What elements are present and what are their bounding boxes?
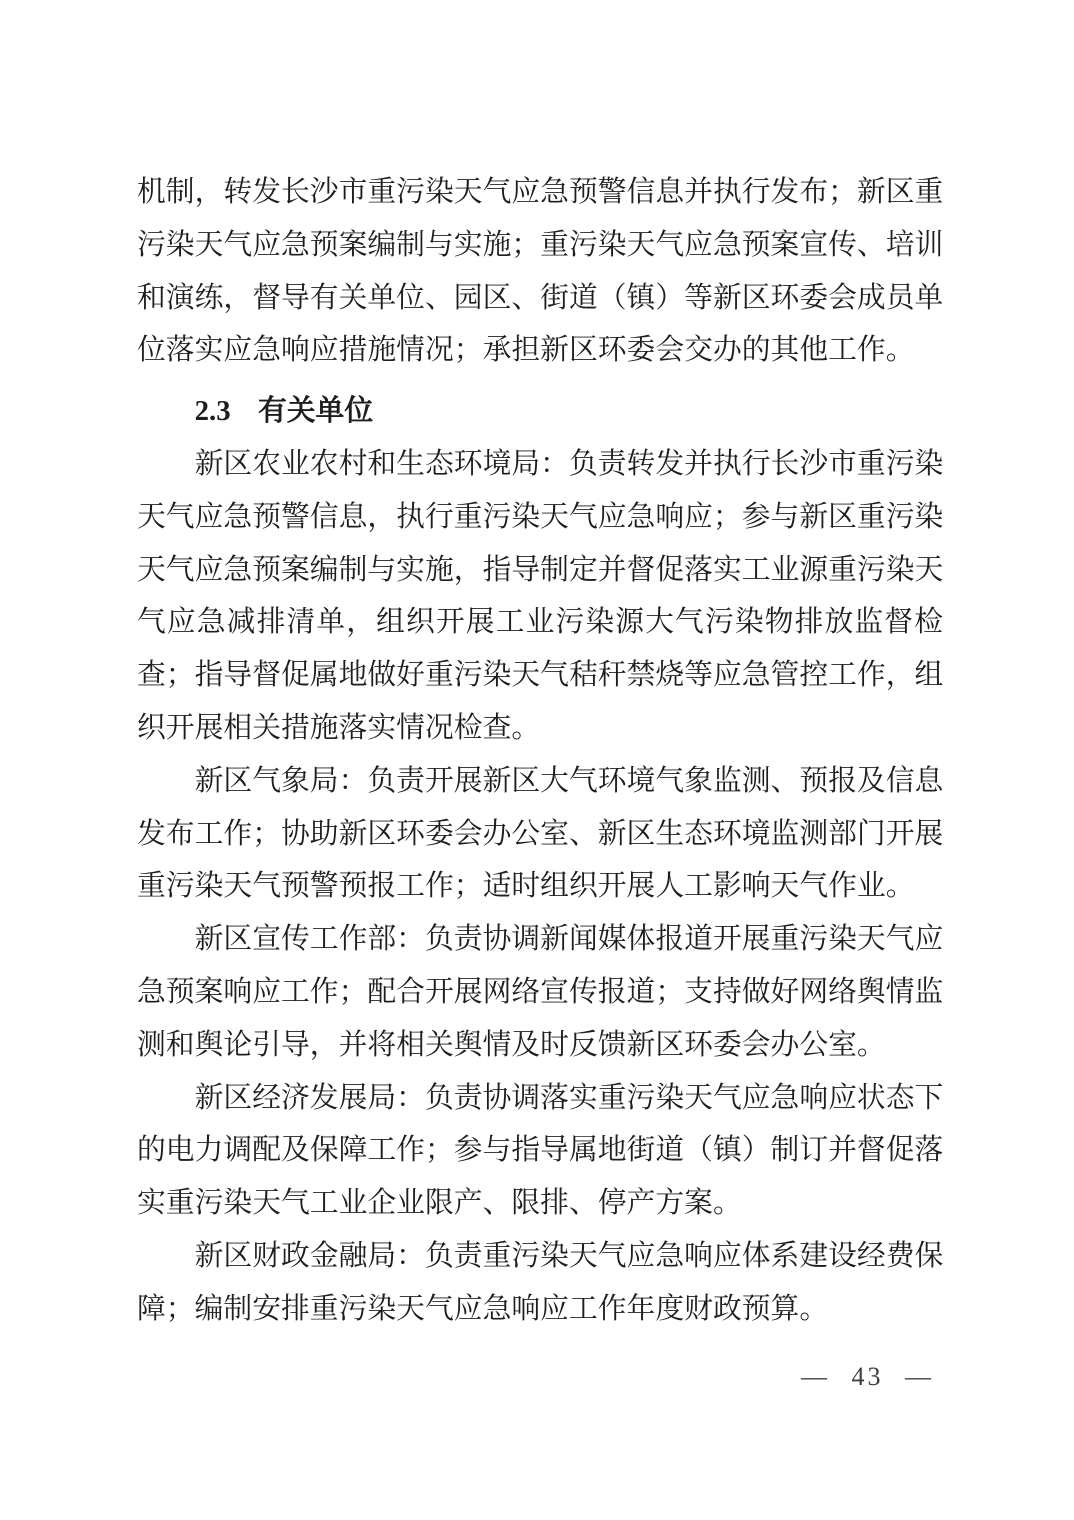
- section-title: 有关单位: [257, 395, 374, 428]
- text-line: 新区宣传工作部：负责协调新闻媒体报道开展重污染天气应: [194, 923, 944, 956]
- paragraph-economic-development-bureau: [137, 1072, 943, 1230]
- text-line: 新区农业农村和生态环境局：负责转发并执行长沙市重污染: [194, 447, 944, 480]
- text-line: 新区经济发展局：负责协调落实重污染天气应急响应状态下: [194, 1081, 944, 1114]
- paragraph-duties-continued: [137, 166, 943, 377]
- text-line: 污染天气应急预案编制与实施；重污染天气应急预案宣传、培训: [137, 228, 944, 261]
- paragraph-agriculture-environment-bureau: [137, 438, 943, 755]
- text-line: 新区财政金融局：负责重污染天气应急响应体系建设经费保: [194, 1239, 944, 1272]
- text-line: 的电力调配及保障工作；参与指导属地街道（镇）制订并督促落: [137, 1134, 944, 1167]
- text-line: 天气应急预案编制与实施，指导制定并督促落实工业源重污染天: [137, 553, 944, 586]
- text-line: 急预案响应工作；配合开展网络宣传报道；支持做好网络舆情监: [137, 975, 944, 1008]
- section-number: 2.3: [194, 395, 231, 428]
- text-line: 位落实应急响应措施情况；承担新区环委会交办的其他工作。: [137, 334, 915, 367]
- paragraph-finance-bureau: [137, 1230, 943, 1336]
- text-line: 织开展相关措施落实情况检查。: [137, 711, 541, 744]
- text-line: 和演练，督导有关单位、园区、街道（镇）等新区环委会成员单: [137, 281, 944, 314]
- section-heading: [137, 385, 943, 438]
- text-line: 天气应急预警信息，执行重污染天气应急响应；参与新区重污染: [137, 500, 944, 533]
- text-line: 气应急减排清单，组织开展工业污染源大气污染物排放监督检: [137, 606, 943, 639]
- text-line: 实重污染天气工业企业限产、限排、停产方案。: [137, 1187, 742, 1220]
- text-line: 发布工作；协助新区环委会办公室、新区生态环境监测部门开展: [137, 817, 944, 850]
- text-line: 障；编制安排重污染天气应急响应工作年度财政预算。: [137, 1292, 829, 1325]
- page-number: — 43 —: [801, 1362, 934, 1391]
- text-line: 重污染天气预警预报工作；适时组织开展人工影响天气作业。: [137, 870, 915, 903]
- paragraph-publicity-department: [137, 913, 943, 1071]
- text-line: 查；指导督促属地做好重污染天气秸秆禁烧等应急管控工作，组: [137, 659, 944, 692]
- text-line: 新区气象局：负责开展新区大气环境气象监测、预报及信息: [194, 764, 944, 797]
- document-content: [137, 166, 943, 1336]
- text-line: 测和舆论引导，并将相关舆情及时反馈新区环委会办公室。: [137, 1028, 886, 1061]
- paragraph-meteorological-bureau: [137, 755, 943, 913]
- text-line: 机制，转发长沙市重污染天气应急预警信息并执行发布；新区重: [137, 176, 944, 208]
